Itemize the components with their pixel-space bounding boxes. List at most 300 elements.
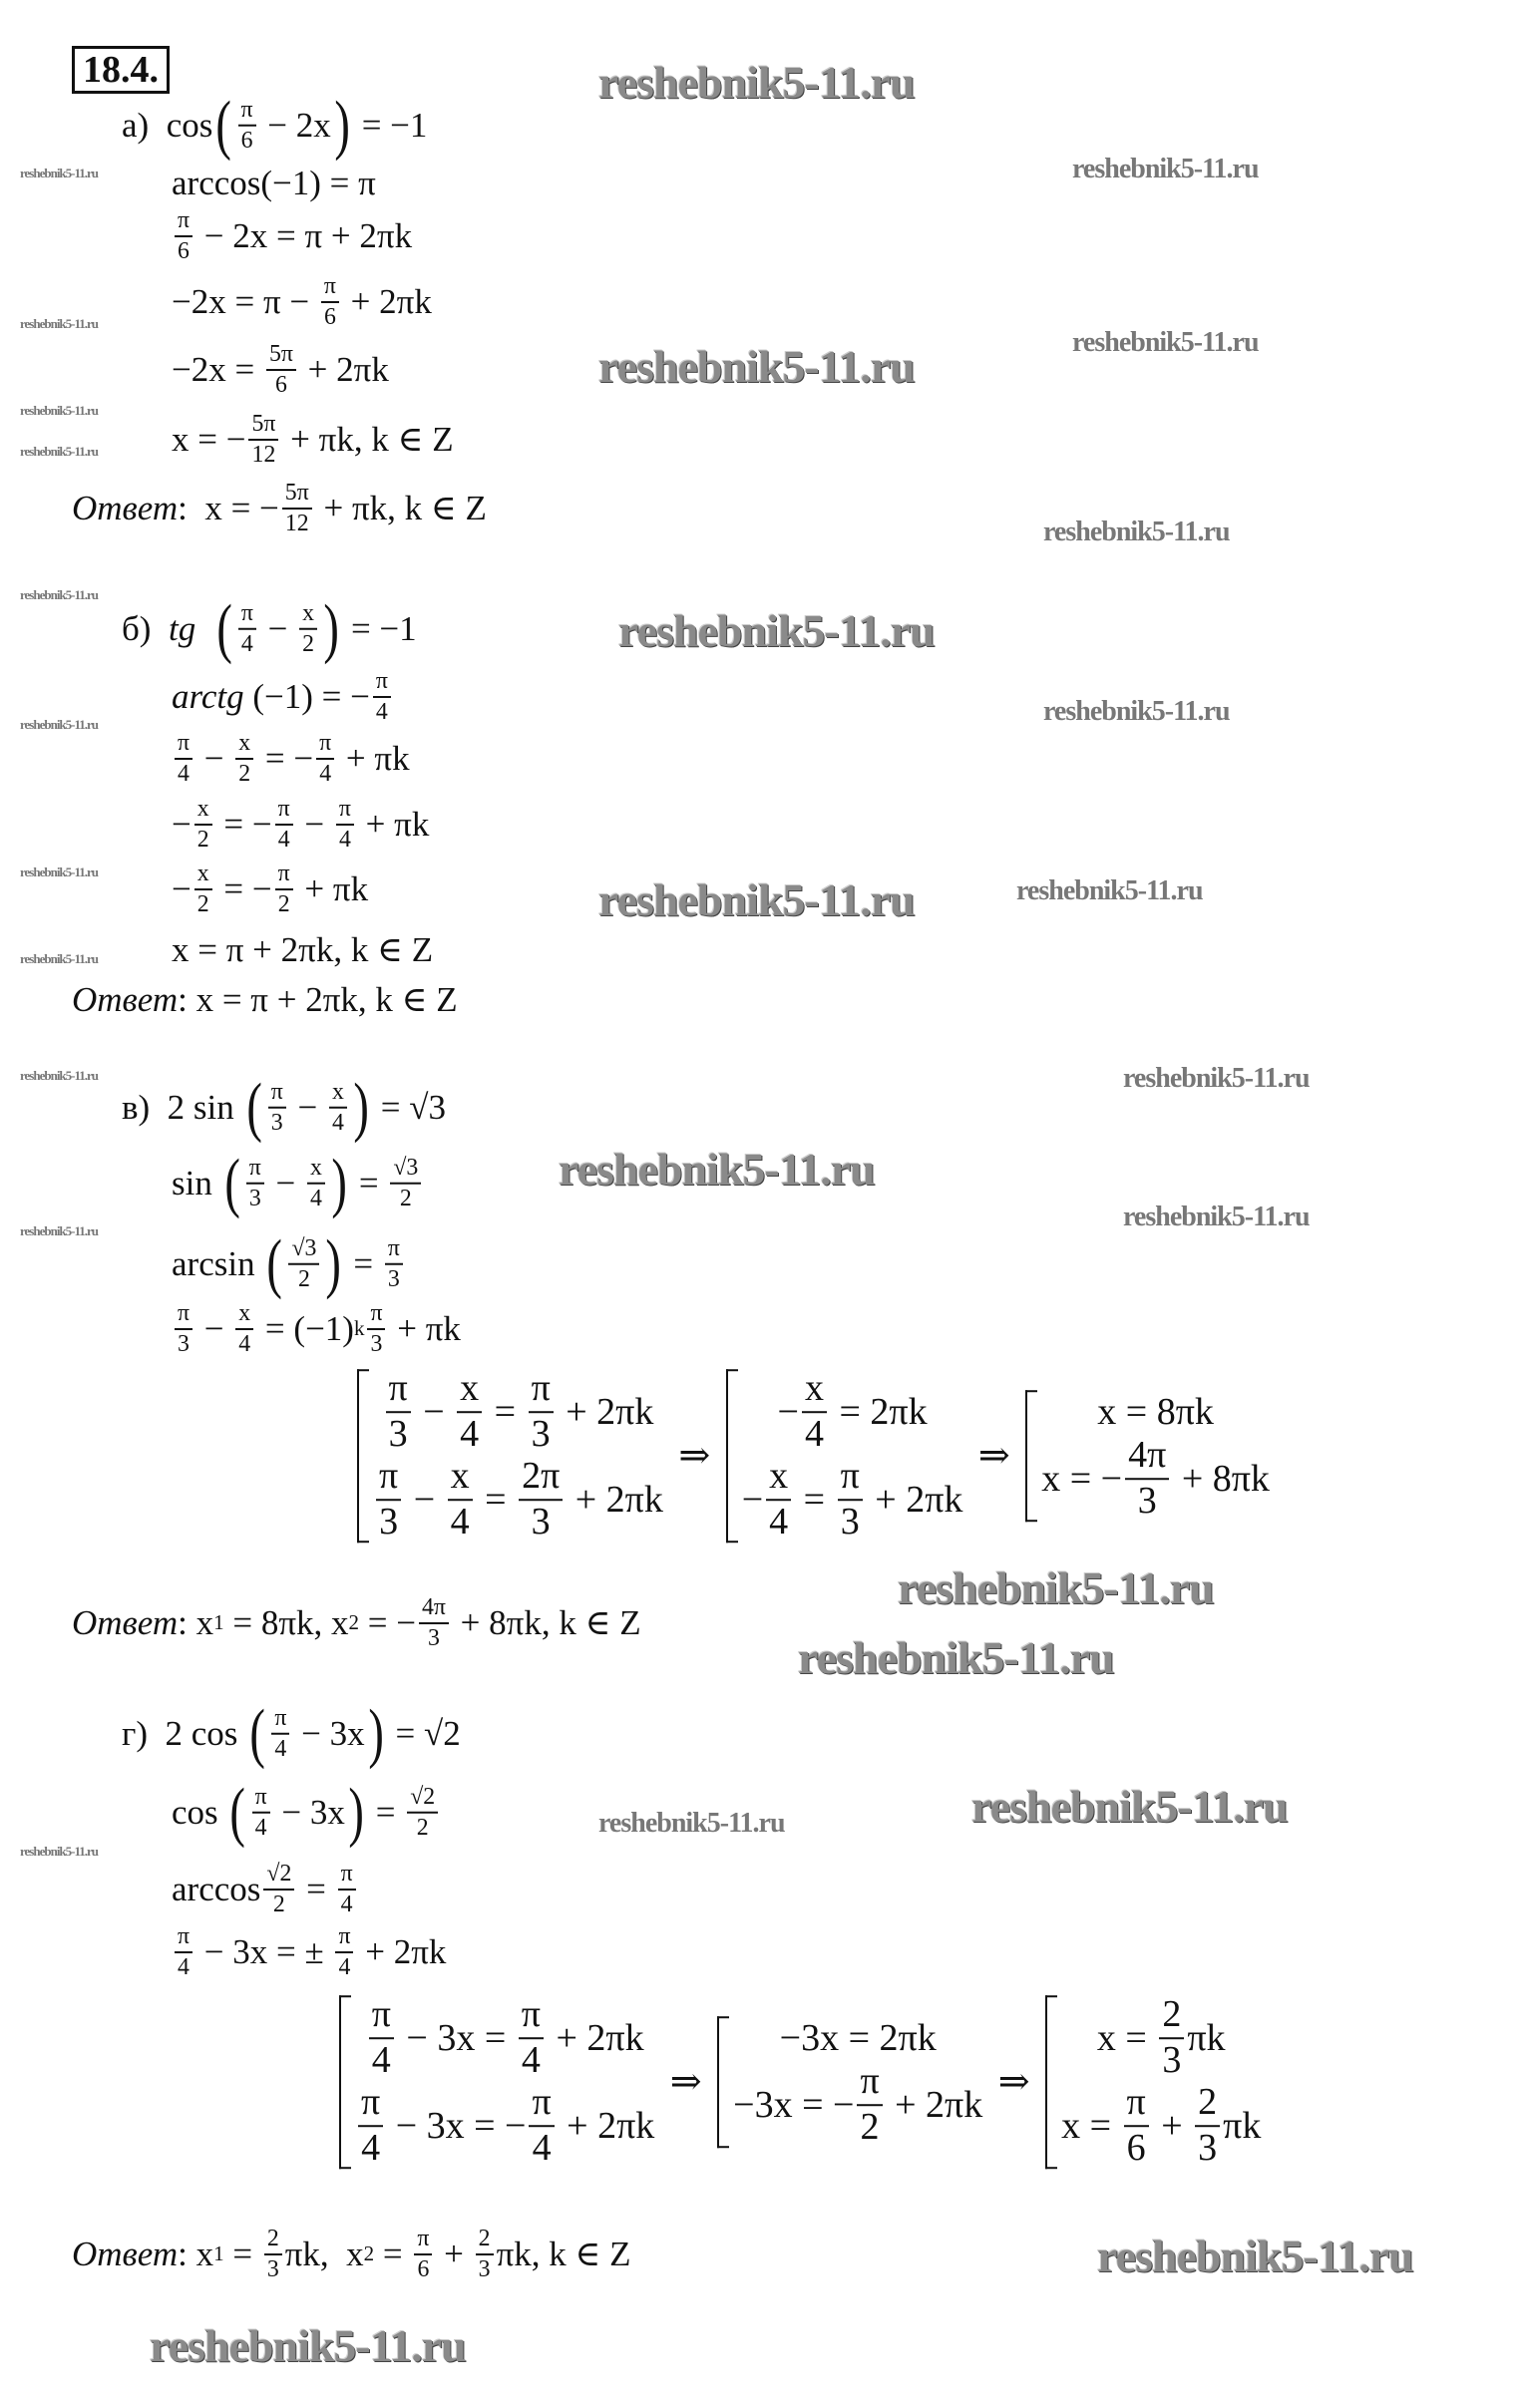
denominator: 4 — [178, 1954, 190, 1980]
numerator: π — [336, 797, 354, 826]
math-text: + 8πk, k ∈ Z — [451, 1603, 641, 1642]
denominator: 3 — [266, 2256, 279, 2282]
math-text: + πk, k ∈ Z — [281, 420, 454, 459]
numerator: π — [367, 1301, 385, 1330]
math-text: cos — [172, 1793, 227, 1832]
watermark: reshebnik5-11.ru — [598, 1808, 785, 1839]
math-text: + 2πk — [546, 2017, 644, 2060]
math-text: arccos(−1) = π — [172, 164, 376, 202]
numerator: 2 — [1195, 2083, 1220, 2127]
math-text: = — [475, 1478, 517, 1521]
watermark: reshebnik5-11.ru — [1123, 1063, 1310, 1094]
system-row — [373, 1369, 663, 1455]
system-rows — [355, 1995, 654, 2169]
math-text: πk — [1223, 2104, 1262, 2147]
system-rows — [1061, 1995, 1261, 2169]
denominator: 2 — [399, 1186, 412, 1211]
watermark: reshebnik5-11.ru — [1123, 1202, 1310, 1232]
numerator: √2 — [407, 1785, 438, 1814]
fraction — [282, 481, 312, 536]
watermark: reshebnik5-11.ru — [20, 717, 99, 732]
math-text: + πk — [356, 805, 430, 844]
math-text: : x — [178, 2235, 214, 2273]
numerator: x — [235, 731, 253, 760]
solution-step — [172, 1226, 406, 1300]
denominator: 4 — [274, 1736, 287, 1762]
math-text: − 3x = ± — [195, 1932, 333, 1971]
math-text: = — [485, 1391, 526, 1434]
math-text — [195, 609, 213, 649]
fraction — [264, 2227, 282, 2282]
fraction — [335, 1924, 353, 1980]
fraction — [263, 1862, 294, 1917]
parenthesis: ) — [367, 1696, 384, 1770]
denominator: 3 — [248, 1186, 261, 1211]
numerator: π — [275, 797, 293, 826]
math-text: : x — [178, 1603, 214, 1642]
fraction — [238, 601, 256, 657]
denominator: 4 — [450, 1500, 470, 1543]
denominator: 4 — [769, 1500, 789, 1543]
system-bracket — [339, 1995, 351, 2169]
numerator: x — [448, 1457, 473, 1501]
watermark: reshebnik5-11.ru — [20, 166, 99, 180]
italic-text: Ответ — [72, 489, 179, 527]
system-row — [355, 1995, 654, 2081]
denominator: 2 — [272, 1892, 285, 1917]
fraction — [373, 669, 391, 725]
fraction — [367, 1301, 385, 1357]
denominator: 3 — [1162, 2039, 1182, 2082]
denominator: 6 — [417, 2256, 430, 2282]
watermark: reshebnik5-11.ru — [1072, 327, 1259, 358]
math-text: = − — [214, 869, 272, 908]
fraction — [414, 2227, 432, 2282]
denominator: 2 — [860, 2106, 880, 2148]
italic-text: Ответ — [72, 1603, 179, 1642]
italic-text: Ответ — [72, 2235, 179, 2273]
math-text: : x = − — [178, 489, 279, 527]
numerator: π — [246, 1156, 264, 1185]
fraction — [1195, 2083, 1220, 2169]
solution-step — [172, 1146, 424, 1219]
fraction — [376, 1457, 401, 1543]
math-text: : x = π + 2πk, k ∈ Z — [178, 980, 458, 1019]
fraction — [288, 1236, 319, 1292]
system-bracket — [1025, 1390, 1037, 1522]
math-text: + πk — [337, 739, 410, 778]
denominator: 3 — [531, 1413, 551, 1456]
denominator: 12 — [251, 442, 276, 468]
solution-step — [351, 1369, 1276, 1543]
numerator: π — [238, 98, 256, 127]
numerator: √3 — [390, 1156, 421, 1185]
fraction — [235, 731, 253, 787]
denominator: 3 — [270, 1110, 283, 1136]
denominator: 4 — [310, 1186, 322, 1211]
math-text: г) 2 cos — [122, 1714, 247, 1753]
math-text: x = π + 2πk, k ∈ Z — [172, 930, 434, 969]
math-text: + 2πk — [341, 282, 432, 321]
denominator: 4 — [254, 1815, 267, 1841]
math-text: − 2x — [258, 106, 331, 145]
math-text: − — [777, 1391, 799, 1434]
watermark: reshebnik5-11.ru — [618, 605, 935, 656]
watermark: reshebnik5-11.ru — [598, 341, 915, 392]
solution-step — [172, 1924, 446, 1980]
fraction — [476, 2227, 494, 2282]
fraction — [802, 1369, 827, 1455]
fraction — [307, 1156, 325, 1211]
denominator: 2 — [298, 1266, 310, 1292]
math-text: + πk — [295, 869, 369, 908]
fraction — [275, 797, 293, 853]
system-bracket — [726, 1369, 738, 1543]
math-text: = − — [359, 1603, 416, 1642]
numerator: π — [175, 1301, 192, 1330]
numerator: 2 — [264, 2227, 282, 2255]
denominator: 4 — [338, 827, 351, 853]
equation-system — [717, 2016, 982, 2148]
subscript: 2 — [348, 1610, 359, 1635]
fraction — [175, 1924, 192, 1980]
numerator: x — [299, 601, 317, 630]
numerator: π — [175, 208, 192, 237]
parenthesis: ) — [325, 1226, 342, 1300]
numerator: 2π — [519, 1457, 563, 1501]
numerator: π — [335, 1924, 353, 1953]
fraction — [194, 797, 212, 853]
watermark: reshebnik5-11.ru — [971, 1781, 1288, 1832]
math-text: = — [344, 1244, 382, 1283]
denominator: 4 — [319, 761, 332, 787]
math-text: = √2 — [386, 1714, 461, 1753]
watermark: reshebnik5-11.ru — [1016, 875, 1203, 906]
math-text: − — [195, 739, 233, 778]
math-text: = − — [256, 739, 314, 778]
fraction — [275, 861, 293, 917]
denominator: 2 — [238, 761, 251, 787]
parenthesis: ( — [223, 1146, 240, 1219]
math-text: x = − — [172, 420, 246, 459]
numerator: π — [857, 2062, 882, 2106]
denominator: 3 — [178, 1331, 190, 1357]
solution-step — [172, 342, 389, 398]
math-text: ⇒ — [660, 2061, 712, 2104]
numerator: 4π — [419, 1595, 449, 1624]
fraction — [419, 1595, 449, 1651]
math-text: arcsin — [172, 1244, 264, 1283]
parenthesis: ) — [331, 1146, 347, 1219]
parenthesis: ) — [323, 591, 339, 665]
numerator: π — [271, 1706, 289, 1735]
answer-line — [72, 2227, 631, 2282]
problem-statement — [122, 591, 417, 665]
system-row — [1041, 1436, 1270, 1522]
denominator: 4 — [331, 1110, 344, 1136]
denominator: 4 — [240, 631, 253, 657]
system-row — [742, 1457, 963, 1543]
fraction — [457, 1369, 482, 1455]
math-text: = — [366, 1793, 405, 1832]
numerator: π — [252, 1785, 270, 1814]
math-text: + 2πk — [885, 2084, 983, 2126]
solution-step — [172, 861, 368, 917]
denominator: 3 — [370, 1331, 383, 1357]
math-text: + 2πk — [557, 2104, 655, 2147]
numerator: π — [321, 274, 339, 303]
denominator: 12 — [284, 511, 309, 536]
math-text: = 8πk, x — [223, 1603, 349, 1642]
watermark: reshebnik5-11.ru — [898, 1562, 1214, 1613]
watermark: reshebnik5-11.ru — [20, 951, 99, 966]
math-text: − 3x — [272, 1793, 345, 1832]
math-text: + 2πk — [356, 1932, 447, 1971]
fraction — [519, 1995, 544, 2081]
math-text: + — [1151, 2104, 1193, 2147]
denominator: 4 — [375, 699, 388, 725]
numerator: x — [766, 1457, 791, 1501]
denominator: 3 — [531, 1500, 551, 1543]
math-text: −2x = π − — [172, 282, 318, 321]
denominator: 4 — [521, 2039, 541, 2082]
math-text: − — [404, 1478, 445, 1521]
math-text: = — [350, 1164, 388, 1203]
math-text: = — [223, 2235, 261, 2273]
system-rows — [733, 2016, 982, 2148]
watermark: reshebnik5-11.ru — [1097, 2231, 1413, 2281]
watermark: reshebnik5-11.ru — [20, 1844, 99, 1859]
numerator: 5π — [266, 342, 296, 371]
numerator: x — [194, 797, 212, 826]
denominator: 6 — [323, 304, 336, 330]
numerator: π — [175, 1924, 192, 1953]
math-text: − — [172, 869, 191, 908]
math-text: − — [295, 805, 333, 844]
system-rows — [742, 1369, 963, 1543]
math-text: + 2πk — [298, 350, 389, 389]
system-row — [355, 2083, 654, 2169]
fraction — [838, 1457, 863, 1543]
math-text: б) — [122, 609, 169, 648]
subscript: 1 — [213, 1610, 224, 1635]
denominator: 4 — [460, 1413, 480, 1456]
equation-system — [1025, 1390, 1270, 1522]
denominator: 2 — [416, 1815, 429, 1841]
fraction — [194, 861, 212, 917]
math-text: − — [172, 805, 191, 844]
parenthesis: ( — [216, 591, 232, 665]
problem-statement — [122, 1696, 461, 1770]
fraction — [268, 1080, 286, 1136]
denominator: 4 — [340, 1892, 353, 1917]
parenthesis: ( — [229, 1775, 246, 1849]
math-text: − 3x = − — [386, 2104, 527, 2147]
numerator: π — [529, 1369, 554, 1413]
fraction — [358, 2083, 383, 2169]
fraction — [175, 208, 192, 264]
math-text: = — [794, 1478, 835, 1521]
watermark: reshebnik5-11.ru — [20, 1068, 99, 1083]
numerator: x — [329, 1080, 347, 1109]
math-text: = 2πk — [829, 1391, 928, 1434]
fraction — [390, 1156, 421, 1211]
parenthesis: ) — [353, 1070, 369, 1144]
numerator: π — [238, 601, 256, 630]
numerator: π — [529, 2083, 554, 2127]
system-row — [1061, 2083, 1261, 2169]
fraction — [252, 1785, 270, 1841]
denominator: 2 — [196, 827, 209, 853]
solution-step — [172, 930, 433, 970]
math-text: − — [413, 1391, 455, 1434]
italic-text: tg — [168, 609, 196, 648]
math-text: sin — [172, 1164, 221, 1203]
math-text: x = — [1061, 2104, 1121, 2147]
fraction — [385, 1236, 403, 1292]
math-text: (−1) = − — [243, 677, 370, 716]
numerator: x — [235, 1301, 253, 1330]
math-text: + πk, k ∈ Z — [314, 489, 487, 527]
numerator: π — [338, 1862, 356, 1891]
numerator: π — [268, 1080, 286, 1109]
math-text: + πk — [388, 1309, 461, 1348]
watermark: reshebnik5-11.ru — [798, 1632, 1114, 1683]
system-rows — [1041, 1390, 1270, 1522]
math-text: x = — [1096, 2017, 1157, 2060]
denominator: 3 — [1198, 2126, 1218, 2169]
watermark: reshebnik5-11.ru — [20, 1223, 99, 1238]
parenthesis: ( — [215, 88, 232, 162]
system-row — [733, 2062, 982, 2148]
problem-number: 18.4. — [72, 46, 170, 94]
math-text: −3x = 2πk — [779, 2017, 937, 2060]
fraction — [246, 1156, 264, 1211]
numerator: x — [802, 1369, 827, 1413]
watermark: reshebnik5-11.ru — [1043, 696, 1230, 727]
math-text: x = − — [1041, 1458, 1123, 1500]
watermark: reshebnik5-11.ru — [20, 864, 99, 879]
math-text: = √3 — [372, 1088, 446, 1127]
fraction — [299, 601, 317, 657]
system-row — [733, 2016, 982, 2060]
fraction — [329, 1080, 347, 1136]
fraction — [386, 1369, 411, 1455]
numerator: π — [275, 861, 293, 890]
fraction — [248, 412, 278, 468]
denominator: 2 — [302, 631, 315, 657]
solution-step — [172, 797, 429, 853]
fraction — [316, 731, 334, 787]
fraction — [271, 1706, 289, 1762]
solution-step — [333, 1995, 1267, 2169]
math-text: − — [258, 609, 297, 648]
math-text: −2x = — [172, 350, 263, 389]
system-bracket — [357, 1369, 369, 1543]
math-text: πk — [1187, 2017, 1226, 2060]
fraction — [519, 1457, 563, 1543]
numerator: π — [414, 2227, 432, 2255]
italic-text: Ответ — [72, 980, 179, 1019]
equation-system — [1045, 1995, 1261, 2169]
fraction — [338, 1862, 356, 1917]
solution-step — [172, 208, 412, 264]
math-text: + 8πk — [1172, 1458, 1270, 1500]
math-text: = (−1) — [256, 1309, 354, 1348]
math-text: ⇒ — [668, 1435, 720, 1478]
equation-system — [339, 1995, 654, 2169]
fraction — [766, 1457, 791, 1543]
math-text: − — [288, 1088, 326, 1127]
math-text: arccos — [172, 1870, 261, 1908]
fraction — [1124, 2083, 1149, 2169]
math-text: + — [435, 2235, 473, 2273]
solution-step — [172, 669, 394, 725]
numerator: π — [369, 1995, 394, 2039]
numerator: 4π — [1125, 1436, 1169, 1480]
math-text: −3x = − — [733, 2084, 855, 2126]
denominator: 4 — [361, 2126, 381, 2169]
numerator: π — [1124, 2083, 1149, 2127]
fraction — [238, 98, 256, 154]
denominator: 4 — [532, 2126, 552, 2169]
fraction — [235, 1301, 253, 1357]
denominator: 4 — [238, 1331, 251, 1357]
problem-statement — [122, 88, 428, 162]
numerator: x — [307, 1156, 325, 1185]
math-text: − 2x = π + 2πk — [195, 216, 413, 255]
system-bracket — [1045, 1995, 1057, 2169]
math-text: + 2πk — [566, 1478, 663, 1521]
denominator: 4 — [804, 1413, 824, 1456]
fraction — [1125, 1436, 1169, 1522]
denominator: 6 — [274, 372, 287, 398]
numerator: π — [376, 1457, 401, 1501]
numerator: 2 — [476, 2227, 494, 2255]
numerator: x — [457, 1369, 482, 1413]
math-text: − — [195, 1309, 233, 1348]
system-bracket — [717, 2016, 729, 2148]
numerator: π — [316, 731, 334, 760]
watermark: reshebnik5-11.ru — [559, 1144, 875, 1195]
answer-line — [72, 1595, 641, 1651]
subscript: 2 — [363, 2241, 375, 2266]
solution-step — [172, 164, 376, 203]
math-text: = − — [214, 805, 272, 844]
system-rows — [373, 1369, 663, 1543]
fraction — [1159, 1995, 1184, 2081]
problem-statement — [122, 1070, 446, 1144]
denominator: 6 — [178, 238, 190, 264]
math-text: − — [266, 1164, 305, 1203]
numerator: π — [175, 731, 192, 760]
solution-step — [172, 1862, 359, 1917]
denominator: 2 — [196, 891, 209, 917]
watermark: reshebnik5-11.ru — [150, 2320, 466, 2371]
math-text: в) 2 sin — [122, 1088, 243, 1127]
fraction — [857, 2062, 882, 2148]
numerator: π — [358, 2083, 383, 2127]
numerator: 5π — [248, 412, 278, 441]
math-text: − 3x = — [396, 2017, 516, 2060]
watermark: reshebnik5-11.ru — [1043, 516, 1230, 547]
denominator: 3 — [388, 1413, 408, 1456]
watermark: reshebnik5-11.ru — [20, 444, 99, 459]
math-text: x = 8πk — [1097, 1391, 1214, 1434]
math-text: ⇒ — [988, 2061, 1040, 2104]
equation-system — [357, 1369, 663, 1543]
math-text: = — [374, 2235, 412, 2273]
